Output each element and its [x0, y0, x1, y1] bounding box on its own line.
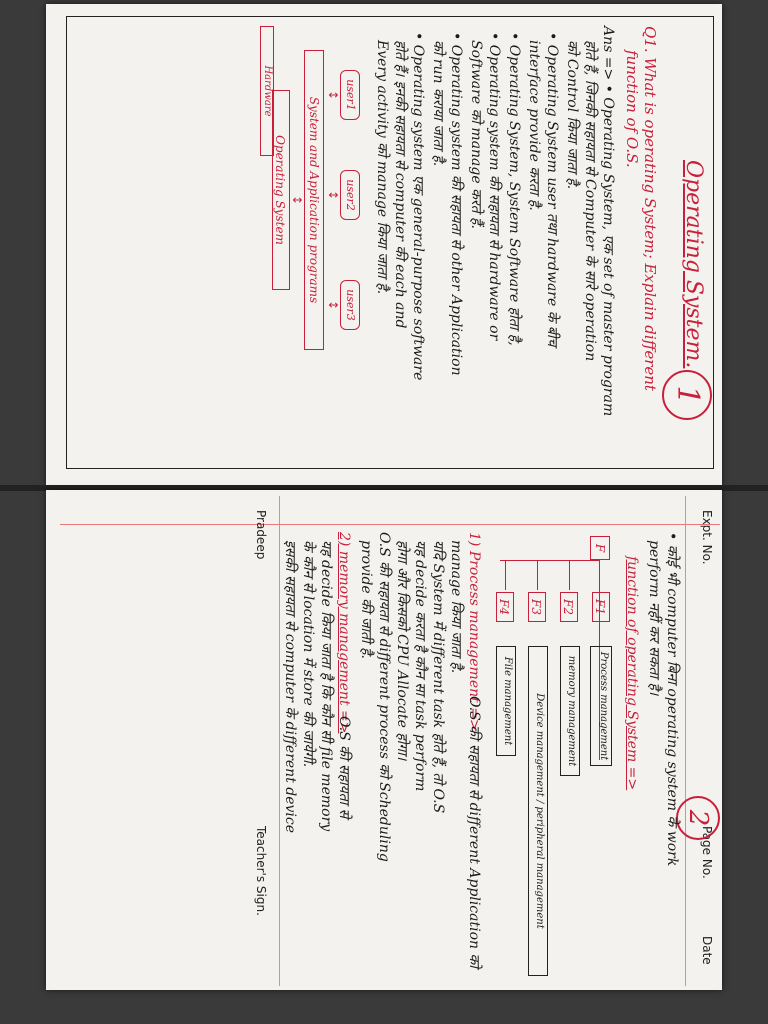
- student-name: Pradeep: [254, 510, 268, 560]
- answer-line: होते हैं, जिनकी सहायता से Computer के सारे operation: [582, 40, 598, 362]
- memory-management-heading: 2) memory management =>: [336, 532, 352, 734]
- process-management-heading: 1) Process management =>: [466, 532, 482, 731]
- page-2-content: [60, 496, 720, 986]
- hardware-box: Hardware: [260, 26, 274, 156]
- expt-no-label: Expt. No.: [700, 510, 714, 565]
- answer-line: • Operating System, System Software होता है,: [506, 32, 522, 346]
- answer-line: • Operating system की सहायता से other Application: [448, 32, 464, 376]
- tree-root-node: F: [590, 536, 610, 560]
- text-line: इसकी सहायता से computer के different device: [282, 540, 298, 834]
- text-line: provide की जाती है.: [358, 540, 374, 659]
- text-line: • कोई भी computer बिना operating system के work: [664, 532, 680, 867]
- ruled-line: [279, 496, 280, 986]
- answer-line: को Control किया जाता है.: [564, 40, 580, 190]
- text-line: के कौन से location में store की जायेगी.: [300, 540, 316, 768]
- text-line: manage किया जाता है.: [448, 540, 464, 674]
- question-line: Q1. What is operating System; Explain different: [641, 26, 659, 391]
- user3-box: user3: [340, 280, 360, 330]
- user1-box: user1: [340, 70, 360, 120]
- answer-line: Every activity को manage किया जाता है.: [374, 40, 390, 295]
- function-heading: function of operating System =>: [624, 556, 640, 791]
- tree-connector: [500, 560, 600, 561]
- answer-line: interface provide करता है.: [526, 40, 542, 211]
- user2-box: user2: [340, 170, 360, 220]
- date-label: Date: [700, 936, 714, 965]
- text-line: O.S की सहायता से: [336, 716, 352, 819]
- text-line: perform नहीं कर सकता है।: [646, 540, 662, 696]
- answer-line: Ans => • Operating System, एक set of master program: [600, 26, 616, 417]
- operating-system-box: Operating System: [272, 90, 290, 290]
- tree-node-f3: F3: [528, 592, 546, 622]
- text-line: O.S की सहायता से different Application को: [466, 696, 482, 968]
- page-no-label: Page No.: [700, 826, 714, 879]
- tree-connector: [569, 560, 570, 590]
- text-line: यह decide करता है कौन सा task perform: [412, 540, 428, 792]
- tree-node-f2: F2: [560, 592, 578, 622]
- ruled-line: [685, 496, 686, 986]
- arrow-icon: ↕: [326, 190, 340, 201]
- answer-line: • Operating System user तथा hardware के बीच: [544, 32, 560, 347]
- arrow-icon: ↕: [326, 90, 340, 101]
- answer-line: Software को manage करते हैं.: [468, 40, 484, 229]
- tree-connector: [537, 560, 538, 590]
- tree-node-f4: F4: [496, 592, 514, 622]
- text-line: यदि System में different task होते हैं, तो O.S: [430, 540, 446, 814]
- system-application-programs-box: System and Application programs: [304, 50, 324, 350]
- page-1-border: [66, 16, 714, 469]
- tree-node-f2-label: memory management: [560, 646, 580, 776]
- page-1-content: [60, 10, 720, 475]
- text-line: यह decide किया जाता है कि कौन सी file memory: [318, 540, 334, 832]
- arrow-icon: ↕: [290, 195, 304, 206]
- text-line: होगा और किसको CPU Allocate होगा।: [394, 540, 410, 761]
- tree-node-f3-label: Device management / peripheral management: [528, 646, 548, 976]
- arrow-icon: ↕: [326, 300, 340, 311]
- answer-line: होते हैं। इनकी सहायता से computer की each and: [392, 40, 408, 329]
- tree-node-f1: F1: [592, 592, 610, 622]
- text-line: O.S की सहायता से different process को Scheduling: [376, 532, 392, 862]
- page-number-badge: 1: [662, 370, 712, 420]
- page-number-badge: 2: [676, 796, 720, 840]
- tree-node-f4-label: File management: [496, 646, 516, 756]
- tree-node-f1-label: Process management: [590, 646, 612, 766]
- page-title: Operating System.: [681, 160, 706, 369]
- question-line-cont: function of O.S.: [623, 50, 641, 168]
- answer-line: • Operating system एक general-purpose software: [410, 32, 426, 381]
- tree-connector: [505, 560, 506, 590]
- answer-line: • Operating system की सहायता से hardware or: [486, 32, 502, 341]
- teacher-sign-label: Teacher's Sign.: [254, 826, 268, 916]
- margin-line: [60, 524, 720, 525]
- answer-line: को run कराया जाता है.: [430, 40, 446, 167]
